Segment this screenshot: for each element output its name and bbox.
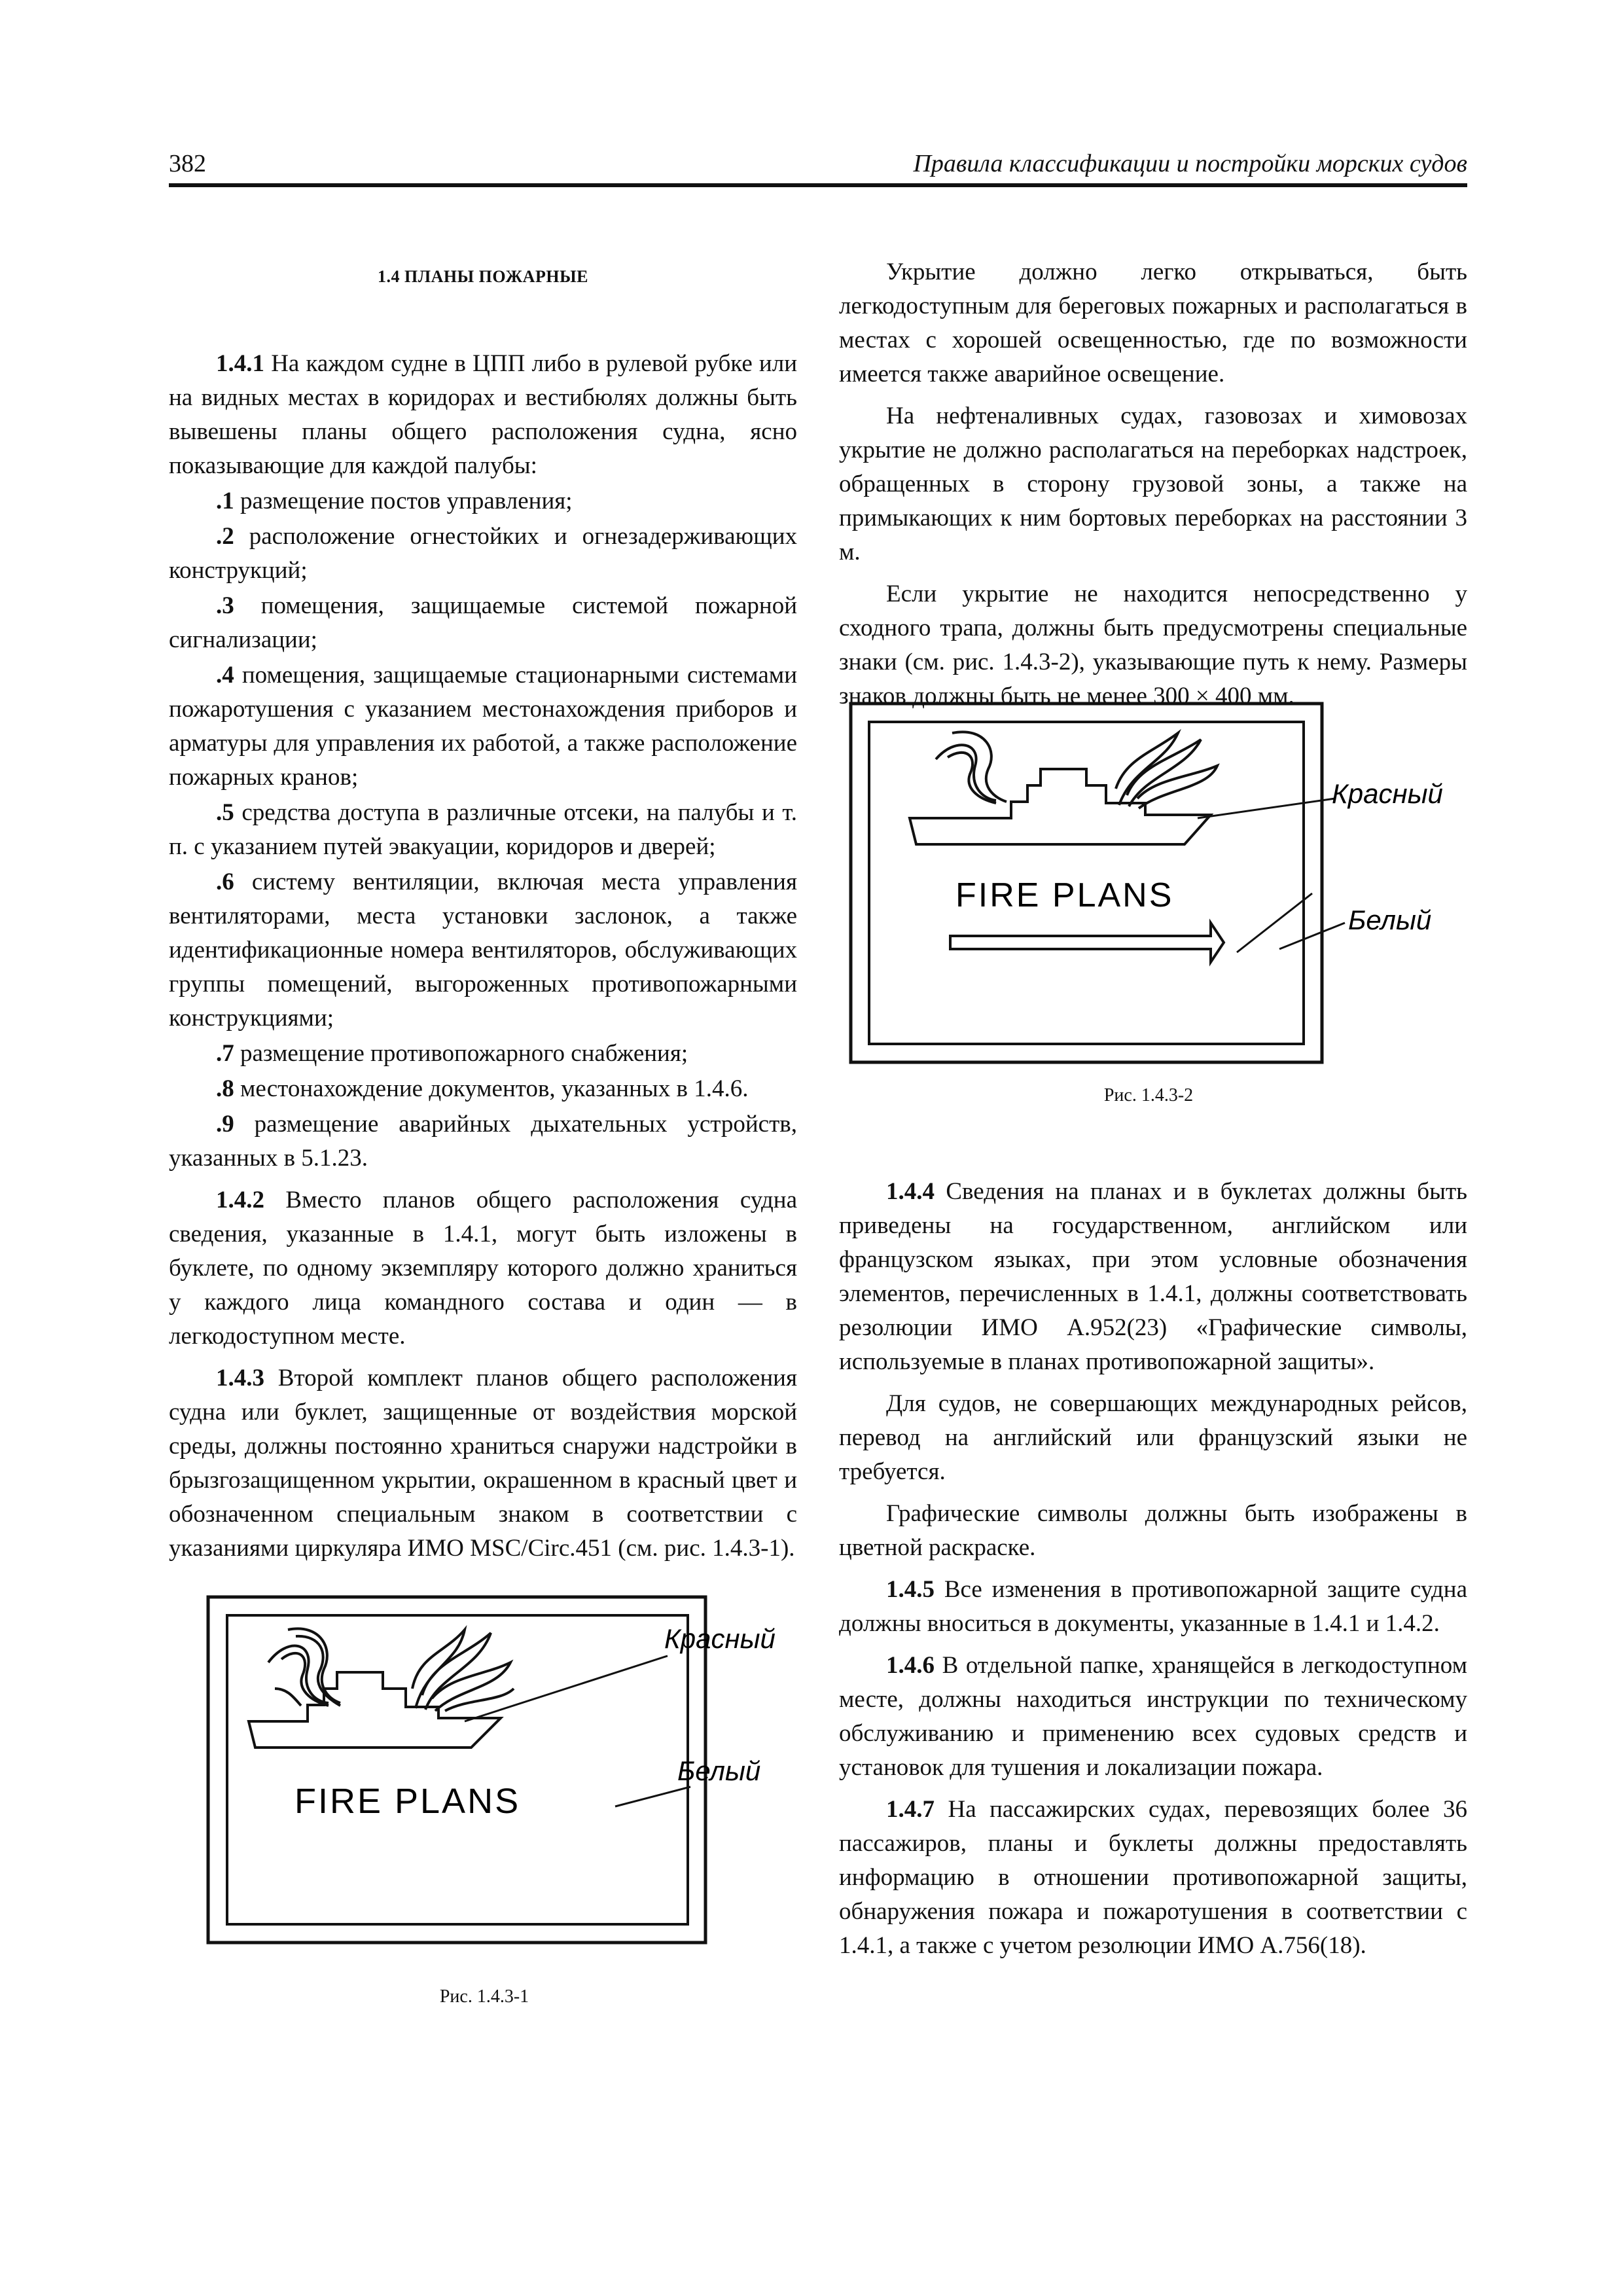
- item-text: систему вентиляции, включая места управления вентиляторами, места установки заслонок, а также идентификационные номера вентиляторов, обслуживающих группы помещений, выгороженных противопожарными конструкциями;: [169, 869, 797, 1031]
- clause-text: Вместо планов общего расположения судна сведения, указанные в 1.4.1, могут быть изложены в буклете, по одному экземпляру которого должно храниться у каждого лица командного состава и один — в легкодоступном месте.: [169, 1187, 797, 1350]
- arrow-right-icon: [950, 923, 1224, 962]
- clause-text: На каждом судне в ЦПП либо в рулевой рубке или на видных местах в коридорах и вестибюлях должны быть вывешены планы общего расположения судна, ясно показывающие для каждой палубы:: [169, 350, 797, 479]
- sign-text: FIRE PLANS: [955, 876, 1174, 914]
- flame-icon: [1116, 733, 1217, 808]
- inner-frame: [227, 1615, 688, 1924]
- section-title: 1.4 ПЛАНЫ ПОЖАРНЫЕ: [378, 267, 588, 286]
- item-text: размещение постов управления;: [234, 488, 573, 514]
- figure-caption: Рис. 1.4.3-1: [439, 1986, 529, 2007]
- list-item: [169, 1072, 797, 1106]
- clause-number: 1.4.6: [886, 1652, 935, 1679]
- label-red: Красный: [1332, 778, 1443, 809]
- list-item: [169, 589, 797, 657]
- clause-text: Все изменения в противопожарной защите судна должны вноситься в документы, указанные в 1.4.1 и 1.4.2.: [839, 1576, 1467, 1637]
- list-item: [169, 1107, 797, 1175]
- clause-text: В отдельной папке, хранящейся в легкодоступном месте, должны находиться инструкции по техническому обслуживанию и применению всех судовых средств и установок для тушения и локализации пожара.: [839, 1652, 1467, 1781]
- ship-icon: [910, 769, 1211, 844]
- flame-icon: [268, 1628, 340, 1706]
- list-item: [169, 484, 797, 518]
- clause-text: Сведения на планах и в буклетах должны быть приведены на государственном, английском или французском языках, при этом условные обозначения элементов, перечисленных в 1.4.1, должны соответствовать резолюции ИМО А.952(23) «Графические символы, используемые в планах противопожарной защиты».: [839, 1178, 1467, 1375]
- item-text: средства доступа в различные отсеки, на палубы и т. п. с указанием путей эвакуации, коридоров и дверей;: [169, 799, 797, 860]
- item-text: размещение аварийных дыхательных устройств, указанных в 5.1.23.: [169, 1111, 797, 1172]
- clause-number: 1.4.5: [886, 1576, 935, 1603]
- item-text: помещения, защищаемые системой пожарной сигнализации;: [169, 592, 797, 653]
- label-red: Красный: [664, 1623, 776, 1654]
- item-text: расположение огнестойких и огнезадерживающих конструкций;: [169, 523, 797, 584]
- clause-text: На пассажирских судах, перевозящих более 36 пассажиров, планы и буклеты должны предоставлять информацию в отношении противопожарной защиты, обнаружения пожара и пожаротушения в соответствии с 1.4.1, а также с учетом резолюции ИМО А.756(18).: [839, 1796, 1467, 1959]
- paragraph-1-4-7: [839, 1793, 1467, 1963]
- item-number: .5: [216, 799, 234, 826]
- clause-number: 1.4.7: [886, 1796, 935, 1823]
- sign-text: FIRE PLANS: [294, 1782, 521, 1821]
- paragraph: Для судов, не совершающих международных рейсов, перевод на английский или французский языки не требуется.: [839, 1390, 1467, 1485]
- leader-line-white: [1279, 923, 1345, 949]
- leader-line-red: [1237, 893, 1312, 952]
- figure-1-4-3-2: [844, 697, 1466, 1070]
- page-number: 382: [169, 150, 206, 177]
- leader-line-red: [1198, 798, 1335, 818]
- label-white: Белый: [1348, 905, 1432, 935]
- paragraph: Если укрытие не находится непосредственно у сходного трапа, должны быть предусмотрены специальные знаки (см. рис. 1.4.3-2), указывающие путь к нему. Размеры знаков должны быть не менее 300 × 400 мм.: [839, 581, 1467, 709]
- paragraph-1-4-6: [839, 1649, 1467, 1785]
- leader-line-red: [465, 1656, 668, 1721]
- figure-1-4-3-1: [157, 1590, 812, 1957]
- paragraph-1-4-3: [169, 1361, 797, 1566]
- clause-number: 1.4.4: [886, 1178, 935, 1205]
- running-title: Правила классификации и постройки морских судов: [913, 150, 1467, 177]
- leader-line-white: [615, 1787, 690, 1806]
- item-number: .2: [216, 523, 234, 550]
- item-text: помещения, защищаемые стационарными системами пожаротушения с указанием местонахождения приборов и арматуры для управления их работой, а также расположение пожарных кранов;: [169, 662, 797, 791]
- clause-text: Второй комплект планов общего расположения судна или буклет, защищенные от воздействия морской среды, должны постоянно храниться снаружи надстройки в брызгозащищенном укрытии, окрашенном в красный цвет и обозначенном специальным знаком в соответствии с указаниями циркуляра ИМО MSC/Circ.451 (см. рис. 1.4.3-1).: [169, 1365, 797, 1562]
- paragraph-1-4-4: [839, 1175, 1467, 1379]
- figure-caption: Рис. 1.4.3-2: [1103, 1085, 1194, 1105]
- item-text: размещение противопожарного снабжения;: [234, 1040, 688, 1067]
- list-item: [169, 796, 797, 864]
- item-number: .8: [216, 1075, 234, 1102]
- paragraph: На нефтеналивных судах, газовозах и химовозах укрытие не должно располагаться на переборках надстроек, обращенных в сторону грузовой зоны, а также на примыкающих к ним бортовых переборках на расстоянии 3 м.: [839, 403, 1467, 565]
- list-item: [169, 520, 797, 588]
- item-number: .1: [216, 488, 234, 514]
- running-header: [169, 143, 1467, 187]
- right-column-bottom: [839, 1175, 1467, 1963]
- left-column: [169, 347, 797, 1566]
- list-item: [169, 658, 797, 795]
- paragraph-1-4-1: [169, 347, 797, 483]
- flame-icon: [412, 1630, 514, 1711]
- paragraph-1-4-5: [839, 1573, 1467, 1641]
- flame-icon: [936, 732, 1007, 803]
- clause-number: 1.4.1: [216, 350, 264, 377]
- item-number: .7: [216, 1040, 234, 1067]
- right-column-top: [839, 255, 1467, 713]
- clause-number: 1.4.3: [216, 1365, 264, 1391]
- item-text: местонахождение документов, указанных в 1.4.6.: [234, 1075, 749, 1102]
- list-item: [169, 1037, 797, 1071]
- clause-number: 1.4.2: [216, 1187, 264, 1213]
- paragraph-1-4-2: [169, 1183, 797, 1354]
- label-white: Белый: [677, 1755, 761, 1786]
- item-number: .9: [216, 1111, 234, 1138]
- paragraph: Укрытие должно легко открываться, быть легкодоступным для береговых пожарных и располагаться в местах с хорошей освещенностью, где по возможности имеется также аварийное освещение.: [839, 259, 1467, 387]
- paragraph: Графические символы должны быть изображены в цветной раскраске.: [839, 1500, 1467, 1561]
- item-number: .3: [216, 592, 234, 619]
- item-number: .6: [216, 869, 234, 895]
- ship-icon: [249, 1672, 501, 1748]
- item-number: .4: [216, 662, 234, 689]
- list-item: [169, 865, 797, 1035]
